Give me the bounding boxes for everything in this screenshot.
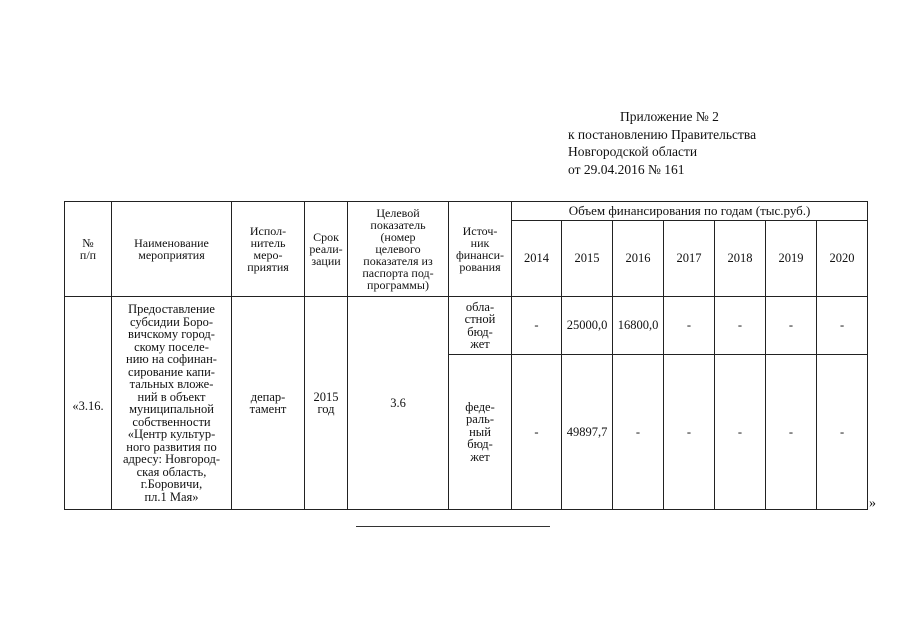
value-cell: -	[817, 355, 868, 510]
header-funding-by-years: Объем финансирования по годам (тыс.руб.)	[512, 202, 868, 221]
header-funding-source: Источ- ник финанси- рования	[449, 202, 512, 297]
header-term: Срок реали- зации	[305, 202, 348, 297]
value-cell: -	[766, 297, 817, 355]
value-cell: -	[715, 355, 766, 510]
header-executor: Испол- нитель меро- приятия	[232, 202, 305, 297]
header-number: № п/п	[65, 202, 112, 297]
header-year: 2014	[512, 221, 562, 297]
closing-quote: »	[869, 496, 876, 511]
header-year: 2018	[715, 221, 766, 297]
appendix-header	[568, 108, 756, 178]
value-cell: -	[512, 355, 562, 510]
value-cell: -	[817, 297, 868, 355]
value-cell: 25000,0	[562, 297, 613, 355]
value-cell: -	[512, 297, 562, 355]
value-cell: 16800,0	[613, 297, 664, 355]
value-cell: -	[613, 355, 664, 510]
row-target-indicator: 3.6	[348, 297, 449, 510]
row-term: 2015 год	[305, 297, 348, 510]
row-number: «3.16.	[65, 297, 112, 510]
value-cell: -	[664, 297, 715, 355]
row-event-name: Предоставление субсидии Боро- вичскому город- скому поселе- нию на софинан- сирование капи- тальных вложе- ний в объект муниципальной собственности «Центр культур- ного развития по адресу: Новгород- ская область, г.Боровичи, пл.1 Мая»	[112, 297, 232, 510]
row-executor: депар- тамент	[232, 297, 305, 510]
financing-table	[64, 201, 868, 510]
header-year: 2017	[664, 221, 715, 297]
value-cell: 49897,7	[562, 355, 613, 510]
header-year: 2015	[562, 221, 613, 297]
header-target-indicator: Целевой показатель (номер целевого показателя из паспорта под- программы)	[348, 202, 449, 297]
separator-line	[356, 526, 550, 527]
appendix-line-resolution: к постановлению Правительства	[568, 126, 757, 142]
header-year: 2020	[817, 221, 868, 297]
value-cell: -	[664, 355, 715, 510]
appendix-line-date: от 29.04.2016 № 161	[568, 161, 685, 177]
header-event-name: Наименование мероприятия	[112, 202, 232, 297]
appendix-title: Приложение № 2	[620, 109, 719, 124]
header-year: 2016	[613, 221, 664, 297]
header-year: 2019	[766, 221, 817, 297]
value-cell: -	[715, 297, 766, 355]
table-row	[65, 297, 868, 355]
value-cell: -	[766, 355, 817, 510]
source-federal-budget: феде- раль- ный бюд- жет	[449, 355, 512, 510]
appendix-line-region: Новгородской области	[568, 144, 698, 159]
source-regional-budget: обла- стной бюд- жет	[449, 297, 512, 355]
